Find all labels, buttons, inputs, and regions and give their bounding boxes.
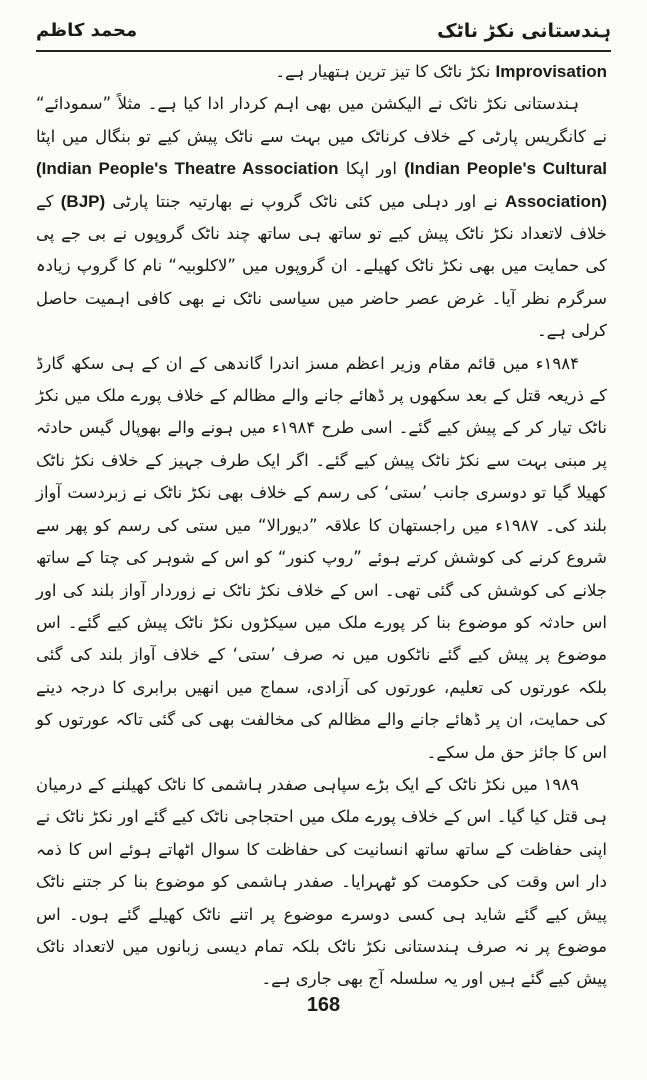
text-run: ۱۹۸۹ میں نکڑ ناٹک کے ایک بڑے سپاہی صفدر ہاشمی کا ناٹک کھیلنے کے درمیان ہی قتل کیا گیا۔ اس کے خلاف پورے ملک میں احتجاجی ناٹک کیے گئے اور نکڑ ناٹک نے اپنی حفاظت کے ساتھ ساتھ انسانیت کی حفاظت کا سوال اٹھاتے ہوئے اس کا ذمہ دار اس وقت کی حکومت کو ٹھہرایا۔ صفدر ہاشمی کو موضوع بنا کر جتنے ناٹک پیش کیے گئے شاید ہی کسی دوسرے موضوع پر اتنے ناٹک کھیلے گئے ہوں۔ اس موضوع پر نہ صرف ہندستانی نکڑ ناٹک بلکہ تمام دیسی زبانوں میں لاتعداد ناٹک پیش کیے گئے ہیں اور یہ سلسلہ آج بھی جاری ہے۔ <box>36 774 607 989</box>
book-title: ہندستانی نکڑ ناٹک <box>437 20 611 42</box>
page-number: 168 <box>306 994 341 1016</box>
text-run: ۱۹۸۴ء میں قائم مقام وزیر اعظم مسز اندرا گاندھی کے ان کے ہی سکھ گارڈ کے ذریعہ قتل کے بعد سکھوں پر ڈھائے جانے والے مظالم کے خلاف پورے ملک میں نکڑ ناٹک تیار کر کے پیش کیے گئے۔ اسی طرح ۱۹۸۴ء میں ہونے والے بھوپال گیس حادثہ پر مبنی بہت سے نکڑ ناٹک پیش کیے گئے۔ اگر ایک طرف جہیز کے خلاف نکڑ ناٹک کھیلا گیا تو دوسری جانب ’ستی‘ کی رسم کے خلاف بھی نکڑ ناٹک نے زبردست آواز بلند کی۔ ۱۹۸۷ء میں راجستھان کا علاقہ ”دیورالا“ میں ستی کی رسم کو پھر سے شروع کرنے کی کوشش کرتے ہوئے ”روپ کنور“ کو اس کے شوہر کی چتا کے ساتھ جلانے کی کوشش کی گئی تھی۔ اس کے خلاف نکڑ ناٹک نے زوردار آواز بلند کی اور اس حادثہ کو موضوع بنا کر پورے ملک میں سیکڑوں نکڑ ناٹک پیش کیے گئے۔ اس موضوع پر پیش کیے گئے ناٹکوں میں نہ صرف ’ستی‘ کے خلاف آواز بلند کی گئی بلکہ عورتوں کی تعلیم، عورتوں کی آزادی، سماج میں انھیں برابری کا درجہ دینے کی حمایت، ان پر ڈھائے جانے والے مظالم کی مخالفت بھی کی گئی تاکہ عورتوں کو اس کا جائز حق مل سکے۔ <box>36 353 607 762</box>
header-divider <box>36 50 611 52</box>
latin-term: Improvisation <box>495 62 607 81</box>
paragraph <box>36 348 607 769</box>
running-header <box>36 16 611 48</box>
author-name: محمد کاظم <box>36 20 138 41</box>
latin-term: (Indian People's Cultural <box>404 159 608 179</box>
latin-term: (BJP) <box>60 191 106 211</box>
paragraph <box>36 769 607 996</box>
text-run: نکڑ ناٹک کا تیز ترین ہتھیار ہے۔ <box>275 62 496 81</box>
text-run: اور اپکا <box>338 159 405 179</box>
text-run: ہندستانی نکڑ ناٹک نے الیکشن میں بھی اہم کردار ادا کیا ہے۔ مثلاً ”سمودائے“ نے کانگریس پارٹی کے خلاف کرناٹک میں بہت سے ناٹک پیش کیے تو بنگال میں اپٹا <box>36 94 607 146</box>
body-text <box>36 56 607 996</box>
text-run: کے خلاف لاتعداد نکڑ ناٹک پیش کیے تو ساتھ ہی ساتھ چند ناٹک گروپوں نے بی جے پی کی حمایت میں بھی نکڑ ناٹک کھیلے۔ ان گروپوں میں ”لاکلوبیہ“ نام کا گروپ زیادہ سرگرم نظر آیا۔ غرض عصر حاضر میں سیاسی ناٹک نے بھی کافی اہمیت حاصل کرلی ہے۔ <box>36 191 607 341</box>
paragraph <box>36 56 607 88</box>
latin-term: (Indian People's Theatre Association <box>36 159 339 179</box>
text-run: نے اور دہلی میں کئی ناٹک گروپ نے بھارتیہ جنتا پارٹی <box>105 191 505 211</box>
paragraph <box>36 88 607 347</box>
latin-term: Association) <box>504 191 607 211</box>
